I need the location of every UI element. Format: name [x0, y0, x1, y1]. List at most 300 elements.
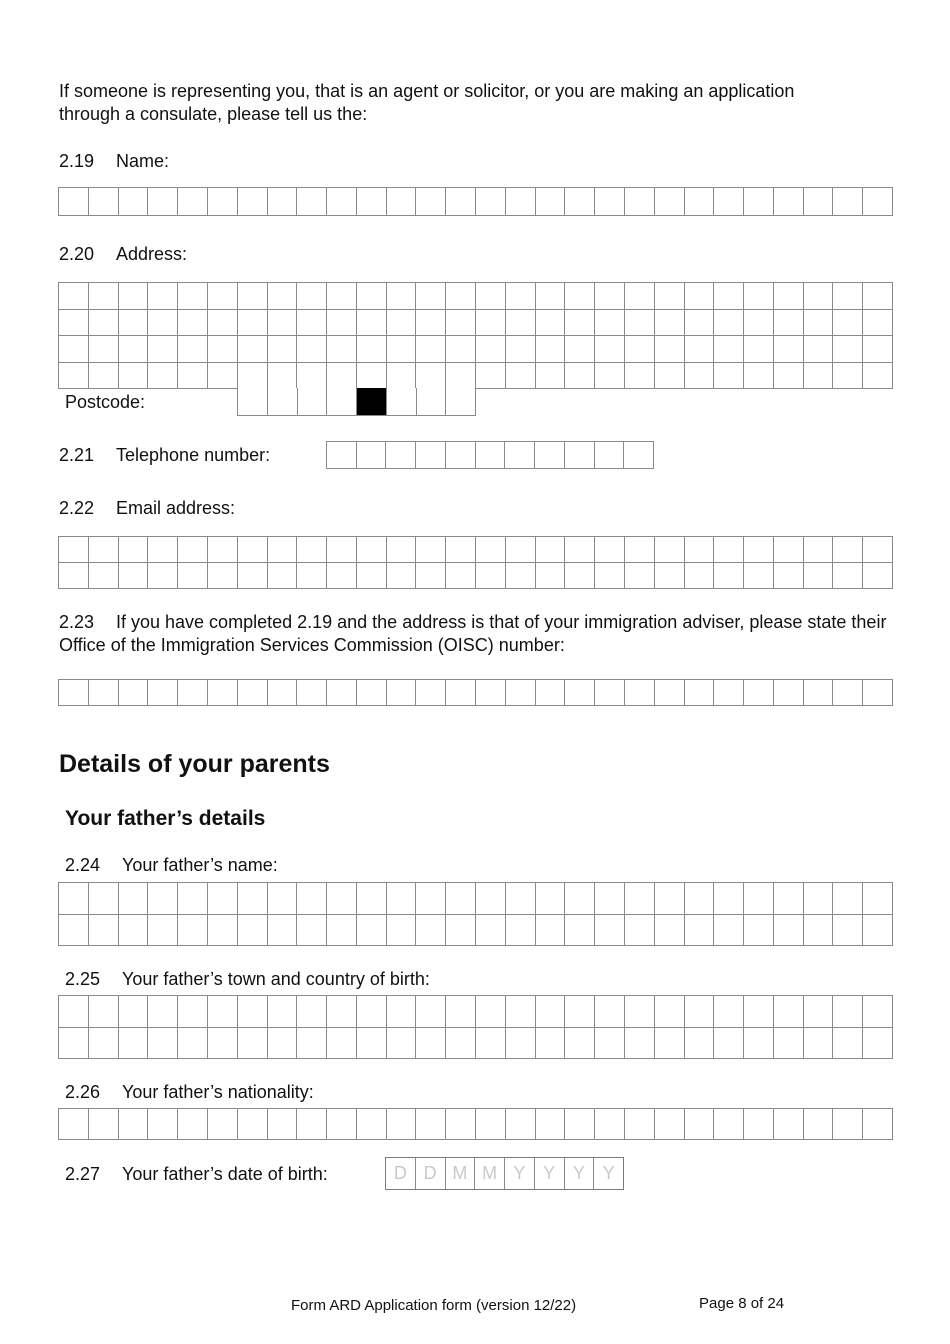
- father-birthplace-input-box[interactable]: [208, 996, 238, 1028]
- email-input-box[interactable]: [536, 563, 566, 589]
- father-birthplace-input-box[interactable]: [774, 1028, 804, 1060]
- father-birthplace-input-box[interactable]: [297, 1028, 327, 1060]
- address-input-box[interactable]: [268, 363, 298, 390]
- father-name-input-box[interactable]: [416, 915, 446, 947]
- father-name-input-box[interactable]: [297, 883, 327, 915]
- address-input-box[interactable]: [327, 283, 357, 310]
- postcode-input-box[interactable]: [387, 388, 417, 416]
- father-birthplace-input-box[interactable]: [387, 1028, 417, 1060]
- address-input-box[interactable]: [416, 336, 446, 363]
- dob-year-4[interactable]: Y: [594, 1158, 624, 1189]
- email-input-box[interactable]: [387, 563, 417, 589]
- father-birthplace-input-box[interactable]: [59, 1028, 89, 1060]
- father-nationality-input-box[interactable]: [148, 1109, 178, 1140]
- father-birthplace-input-box[interactable]: [89, 1028, 119, 1060]
- father-name-input-box[interactable]: [297, 915, 327, 947]
- address-input-box[interactable]: [268, 310, 298, 337]
- father-birthplace-input-box[interactable]: [119, 1028, 149, 1060]
- father-name-input-box[interactable]: [625, 915, 655, 947]
- name-input-box[interactable]: [595, 188, 625, 216]
- father-name-input-box[interactable]: [714, 915, 744, 947]
- father-name-input-box[interactable]: [655, 883, 685, 915]
- email-input-box[interactable]: [625, 563, 655, 589]
- father-nationality-input-box[interactable]: [506, 1109, 536, 1140]
- oisc-input-box[interactable]: [238, 680, 268, 706]
- father-birthplace-input-box[interactable]: [59, 996, 89, 1028]
- name-input-box[interactable]: [119, 188, 149, 216]
- address-input-box[interactable]: [148, 310, 178, 337]
- father-name-input-box[interactable]: [238, 883, 268, 915]
- telephone-input-box[interactable]: [535, 442, 565, 469]
- postcode-input-box[interactable]: [446, 388, 476, 416]
- email-input-box[interactable]: [387, 537, 417, 563]
- dob-month-2[interactable]: M: [475, 1158, 505, 1189]
- address-input-box[interactable]: [565, 310, 595, 337]
- address-input-box[interactable]: [59, 283, 89, 310]
- father-name-input-box[interactable]: [536, 883, 566, 915]
- father-birthplace-input-box[interactable]: [685, 1028, 715, 1060]
- father-name-input-box[interactable]: [744, 883, 774, 915]
- address-input-box[interactable]: [476, 283, 506, 310]
- father-birthplace-input-box[interactable]: [565, 996, 595, 1028]
- address-input-box[interactable]: [148, 283, 178, 310]
- email-input-grid[interactable]: [58, 536, 893, 589]
- address-input-box[interactable]: [208, 336, 238, 363]
- father-birthplace-input-box[interactable]: [178, 996, 208, 1028]
- address-input-box[interactable]: [89, 336, 119, 363]
- address-input-box[interactable]: [536, 283, 566, 310]
- name-input-box[interactable]: [744, 188, 774, 216]
- email-input-box[interactable]: [178, 537, 208, 563]
- father-name-input-box[interactable]: [625, 883, 655, 915]
- email-input-box[interactable]: [268, 537, 298, 563]
- name-input-box[interactable]: [804, 188, 834, 216]
- email-input-box[interactable]: [863, 563, 893, 589]
- father-name-input-box[interactable]: [804, 915, 834, 947]
- father-birthplace-input-box[interactable]: [774, 996, 804, 1028]
- address-input-box[interactable]: [387, 336, 417, 363]
- address-input-box[interactable]: [565, 336, 595, 363]
- name-input-box[interactable]: [476, 188, 506, 216]
- address-input-box[interactable]: [327, 336, 357, 363]
- email-input-box[interactable]: [208, 563, 238, 589]
- father-birthplace-input-box[interactable]: [595, 1028, 625, 1060]
- address-input-box[interactable]: [744, 283, 774, 310]
- father-birthplace-input-grid[interactable]: [58, 995, 893, 1059]
- father-name-input-box[interactable]: [536, 915, 566, 947]
- postcode-input-box[interactable]: [268, 388, 298, 416]
- father-nationality-input-box[interactable]: [327, 1109, 357, 1140]
- address-input-box[interactable]: [744, 363, 774, 390]
- father-name-input-box[interactable]: [804, 883, 834, 915]
- father-nationality-input-box[interactable]: [416, 1109, 446, 1140]
- address-input-box[interactable]: [297, 336, 327, 363]
- name-input-box[interactable]: [59, 188, 89, 216]
- oisc-input-box[interactable]: [804, 680, 834, 706]
- father-nationality-input-box[interactable]: [833, 1109, 863, 1140]
- oisc-input-box[interactable]: [59, 680, 89, 706]
- father-nationality-input-box[interactable]: [625, 1109, 655, 1140]
- address-input-box[interactable]: [119, 310, 149, 337]
- father-birthplace-input-box[interactable]: [148, 1028, 178, 1060]
- address-input-box[interactable]: [565, 363, 595, 390]
- father-name-input-box[interactable]: [119, 915, 149, 947]
- email-input-box[interactable]: [565, 537, 595, 563]
- email-input-box[interactable]: [297, 537, 327, 563]
- address-input-box[interactable]: [833, 363, 863, 390]
- father-nationality-input-box[interactable]: [655, 1109, 685, 1140]
- father-nationality-input-box[interactable]: [804, 1109, 834, 1140]
- telephone-input-box[interactable]: [565, 442, 595, 469]
- father-nationality-input-box[interactable]: [536, 1109, 566, 1140]
- father-birthplace-input-box[interactable]: [685, 996, 715, 1028]
- father-name-input-box[interactable]: [774, 883, 804, 915]
- oisc-input-box[interactable]: [774, 680, 804, 706]
- father-name-input-box[interactable]: [178, 915, 208, 947]
- name-input-box[interactable]: [238, 188, 268, 216]
- father-birthplace-input-box[interactable]: [268, 996, 298, 1028]
- name-input-box[interactable]: [357, 188, 387, 216]
- oisc-input-box[interactable]: [625, 680, 655, 706]
- father-birthplace-input-box[interactable]: [268, 1028, 298, 1060]
- name-input-box[interactable]: [655, 188, 685, 216]
- father-name-input-box[interactable]: [446, 883, 476, 915]
- father-birthplace-input-box[interactable]: [744, 996, 774, 1028]
- father-name-input-box[interactable]: [387, 915, 417, 947]
- father-name-input-box[interactable]: [506, 883, 536, 915]
- address-input-box[interactable]: [804, 363, 834, 390]
- oisc-input-box[interactable]: [833, 680, 863, 706]
- address-input-box[interactable]: [774, 283, 804, 310]
- father-birthplace-input-box[interactable]: [625, 1028, 655, 1060]
- oisc-input-box[interactable]: [416, 680, 446, 706]
- father-birthplace-input-box[interactable]: [297, 996, 327, 1028]
- address-input-box[interactable]: [506, 336, 536, 363]
- email-input-box[interactable]: [59, 537, 89, 563]
- email-input-box[interactable]: [744, 563, 774, 589]
- father-birthplace-input-box[interactable]: [148, 996, 178, 1028]
- address-input-box[interactable]: [833, 310, 863, 337]
- father-name-input-box[interactable]: [714, 883, 744, 915]
- email-input-box[interactable]: [148, 563, 178, 589]
- father-birthplace-input-box[interactable]: [506, 996, 536, 1028]
- address-input-box[interactable]: [476, 336, 506, 363]
- oisc-input-box[interactable]: [536, 680, 566, 706]
- address-input-box[interactable]: [178, 336, 208, 363]
- address-input-box[interactable]: [863, 310, 893, 337]
- father-name-input-box[interactable]: [327, 883, 357, 915]
- address-input-box[interactable]: [446, 363, 476, 390]
- address-input-box[interactable]: [714, 336, 744, 363]
- email-input-box[interactable]: [238, 563, 268, 589]
- father-birthplace-input-box[interactable]: [744, 1028, 774, 1060]
- address-input-box[interactable]: [863, 336, 893, 363]
- father-name-input-box[interactable]: [863, 883, 893, 915]
- address-input-box[interactable]: [506, 363, 536, 390]
- address-input-box[interactable]: [89, 363, 119, 390]
- father-birthplace-input-box[interactable]: [208, 1028, 238, 1060]
- email-input-box[interactable]: [119, 537, 149, 563]
- father-name-input-box[interactable]: [833, 915, 863, 947]
- telephone-input-box[interactable]: [446, 442, 476, 469]
- father-birthplace-input-box[interactable]: [804, 996, 834, 1028]
- oisc-input-box[interactable]: [595, 680, 625, 706]
- address-input-box[interactable]: [685, 363, 715, 390]
- father-name-input-box[interactable]: [89, 883, 119, 915]
- address-input-box[interactable]: [774, 336, 804, 363]
- telephone-input-grid[interactable]: [326, 441, 654, 469]
- email-input-box[interactable]: [416, 537, 446, 563]
- oisc-input-grid[interactable]: [58, 679, 893, 706]
- email-input-box[interactable]: [178, 563, 208, 589]
- father-name-input-box[interactable]: [357, 883, 387, 915]
- father-birthplace-input-box[interactable]: [89, 996, 119, 1028]
- email-input-box[interactable]: [446, 537, 476, 563]
- address-input-box[interactable]: [863, 363, 893, 390]
- address-input-box[interactable]: [536, 336, 566, 363]
- address-input-box[interactable]: [595, 336, 625, 363]
- father-name-input-box[interactable]: [416, 883, 446, 915]
- postcode-input-box[interactable]: [357, 388, 387, 416]
- email-input-box[interactable]: [655, 563, 685, 589]
- address-input-box[interactable]: [178, 310, 208, 337]
- address-input-box[interactable]: [744, 310, 774, 337]
- address-input-box[interactable]: [804, 336, 834, 363]
- oisc-input-box[interactable]: [476, 680, 506, 706]
- email-input-box[interactable]: [476, 537, 506, 563]
- address-input-box[interactable]: [178, 363, 208, 390]
- father-name-input-box[interactable]: [446, 915, 476, 947]
- father-birthplace-input-box[interactable]: [655, 1028, 685, 1060]
- oisc-input-box[interactable]: [357, 680, 387, 706]
- address-input-box[interactable]: [416, 363, 446, 390]
- email-input-box[interactable]: [744, 537, 774, 563]
- father-birthplace-input-box[interactable]: [238, 1028, 268, 1060]
- father-birthplace-input-box[interactable]: [119, 996, 149, 1028]
- email-input-box[interactable]: [89, 563, 119, 589]
- address-input-box[interactable]: [655, 310, 685, 337]
- address-input-box[interactable]: [714, 363, 744, 390]
- name-input-box[interactable]: [89, 188, 119, 216]
- father-birthplace-input-box[interactable]: [476, 1028, 506, 1060]
- father-birthplace-input-box[interactable]: [357, 996, 387, 1028]
- address-input-box[interactable]: [744, 336, 774, 363]
- father-birthplace-input-box[interactable]: [446, 996, 476, 1028]
- address-input-box[interactable]: [208, 283, 238, 310]
- father-name-input-box[interactable]: [357, 915, 387, 947]
- address-input-box[interactable]: [297, 283, 327, 310]
- father-name-input-box[interactable]: [89, 915, 119, 947]
- address-input-box[interactable]: [655, 363, 685, 390]
- address-input-box[interactable]: [148, 363, 178, 390]
- father-name-input-box[interactable]: [565, 915, 595, 947]
- oisc-input-box[interactable]: [297, 680, 327, 706]
- name-input-box[interactable]: [536, 188, 566, 216]
- oisc-input-box[interactable]: [565, 680, 595, 706]
- father-name-input-box[interactable]: [148, 883, 178, 915]
- father-nationality-input-box[interactable]: [685, 1109, 715, 1140]
- name-input-box[interactable]: [863, 188, 893, 216]
- father-birthplace-input-box[interactable]: [625, 996, 655, 1028]
- father-nationality-input-box[interactable]: [863, 1109, 893, 1140]
- address-input-box[interactable]: [595, 310, 625, 337]
- postcode-input-box[interactable]: [417, 388, 447, 416]
- oisc-input-box[interactable]: [89, 680, 119, 706]
- name-input-box[interactable]: [625, 188, 655, 216]
- address-input-box[interactable]: [833, 283, 863, 310]
- address-input-box[interactable]: [119, 363, 149, 390]
- email-input-box[interactable]: [59, 563, 89, 589]
- email-input-box[interactable]: [863, 537, 893, 563]
- email-input-box[interactable]: [536, 537, 566, 563]
- father-birthplace-input-box[interactable]: [804, 1028, 834, 1060]
- father-nationality-input-box[interactable]: [89, 1109, 119, 1140]
- dob-year-1[interactable]: Y: [505, 1158, 535, 1189]
- father-birthplace-input-box[interactable]: [238, 996, 268, 1028]
- email-input-box[interactable]: [804, 537, 834, 563]
- father-nationality-input-box[interactable]: [297, 1109, 327, 1140]
- email-input-box[interactable]: [416, 563, 446, 589]
- name-input-box[interactable]: [297, 188, 327, 216]
- email-input-box[interactable]: [804, 563, 834, 589]
- name-input-box[interactable]: [148, 188, 178, 216]
- address-input-box[interactable]: [625, 310, 655, 337]
- address-input-box[interactable]: [178, 283, 208, 310]
- father-birthplace-input-box[interactable]: [357, 1028, 387, 1060]
- address-input-box[interactable]: [536, 310, 566, 337]
- address-input-box[interactable]: [685, 283, 715, 310]
- father-birthplace-input-box[interactable]: [863, 996, 893, 1028]
- father-name-input-box[interactable]: [238, 915, 268, 947]
- father-name-input-box[interactable]: [119, 883, 149, 915]
- address-input-box[interactable]: [268, 283, 298, 310]
- father-nationality-input-box[interactable]: [59, 1109, 89, 1140]
- father-name-input-box[interactable]: [178, 883, 208, 915]
- address-input-grid[interactable]: [58, 282, 893, 389]
- email-input-box[interactable]: [685, 563, 715, 589]
- name-input-box[interactable]: [774, 188, 804, 216]
- email-input-box[interactable]: [655, 537, 685, 563]
- address-input-box[interactable]: [714, 310, 744, 337]
- father-name-input-box[interactable]: [268, 883, 298, 915]
- telephone-input-box[interactable]: [327, 442, 357, 469]
- email-input-box[interactable]: [595, 537, 625, 563]
- address-input-box[interactable]: [357, 283, 387, 310]
- father-name-input-grid[interactable]: [58, 882, 893, 946]
- father-birthplace-input-box[interactable]: [863, 1028, 893, 1060]
- address-input-box[interactable]: [238, 310, 268, 337]
- postcode-input-grid[interactable]: [237, 388, 476, 416]
- father-birthplace-input-box[interactable]: [536, 1028, 566, 1060]
- father-birthplace-input-box[interactable]: [446, 1028, 476, 1060]
- address-input-box[interactable]: [387, 363, 417, 390]
- email-input-box[interactable]: [89, 537, 119, 563]
- email-input-box[interactable]: [595, 563, 625, 589]
- email-input-box[interactable]: [714, 537, 744, 563]
- name-input-box[interactable]: [268, 188, 298, 216]
- address-input-box[interactable]: [119, 336, 149, 363]
- father-name-input-box[interactable]: [833, 883, 863, 915]
- father-name-input-box[interactable]: [863, 915, 893, 947]
- father-nationality-input-box[interactable]: [774, 1109, 804, 1140]
- father-nationality-input-box[interactable]: [565, 1109, 595, 1140]
- dob-day-2[interactable]: D: [416, 1158, 446, 1189]
- dob-year-2[interactable]: Y: [535, 1158, 565, 1189]
- email-input-box[interactable]: [446, 563, 476, 589]
- address-input-box[interactable]: [297, 363, 327, 390]
- telephone-input-box[interactable]: [595, 442, 625, 469]
- address-input-box[interactable]: [59, 363, 89, 390]
- email-input-box[interactable]: [148, 537, 178, 563]
- address-input-box[interactable]: [416, 283, 446, 310]
- father-nationality-input-box[interactable]: [595, 1109, 625, 1140]
- name-input-box[interactable]: [178, 188, 208, 216]
- father-nationality-input-box[interactable]: [357, 1109, 387, 1140]
- father-name-input-box[interactable]: [59, 915, 89, 947]
- address-input-box[interactable]: [327, 363, 357, 390]
- father-name-input-box[interactable]: [476, 915, 506, 947]
- address-input-box[interactable]: [148, 336, 178, 363]
- father-birthplace-input-box[interactable]: [565, 1028, 595, 1060]
- address-input-box[interactable]: [238, 336, 268, 363]
- address-input-box[interactable]: [625, 283, 655, 310]
- address-input-box[interactable]: [506, 283, 536, 310]
- email-input-box[interactable]: [357, 563, 387, 589]
- address-input-box[interactable]: [446, 336, 476, 363]
- name-input-box[interactable]: [416, 188, 446, 216]
- father-birthplace-input-box[interactable]: [714, 1028, 744, 1060]
- name-input-box[interactable]: [714, 188, 744, 216]
- address-input-box[interactable]: [89, 310, 119, 337]
- father-nationality-input-box[interactable]: [714, 1109, 744, 1140]
- father-nationality-input-box[interactable]: [387, 1109, 417, 1140]
- father-birthplace-input-box[interactable]: [327, 1028, 357, 1060]
- email-input-box[interactable]: [833, 563, 863, 589]
- email-input-box[interactable]: [774, 537, 804, 563]
- father-name-input-box[interactable]: [506, 915, 536, 947]
- oisc-input-box[interactable]: [744, 680, 774, 706]
- email-input-box[interactable]: [327, 537, 357, 563]
- father-name-input-box[interactable]: [655, 915, 685, 947]
- father-nationality-input-box[interactable]: [238, 1109, 268, 1140]
- oisc-input-box[interactable]: [148, 680, 178, 706]
- father-name-input-box[interactable]: [685, 915, 715, 947]
- father-name-input-box[interactable]: [208, 883, 238, 915]
- email-input-box[interactable]: [119, 563, 149, 589]
- address-input-box[interactable]: [774, 363, 804, 390]
- address-input-box[interactable]: [625, 336, 655, 363]
- father-nationality-input-grid[interactable]: [58, 1108, 893, 1140]
- address-input-box[interactable]: [565, 283, 595, 310]
- father-name-input-box[interactable]: [595, 883, 625, 915]
- name-input-box[interactable]: [506, 188, 536, 216]
- father-nationality-input-box[interactable]: [119, 1109, 149, 1140]
- email-input-box[interactable]: [625, 537, 655, 563]
- address-input-box[interactable]: [446, 310, 476, 337]
- address-input-box[interactable]: [476, 363, 506, 390]
- father-name-input-box[interactable]: [565, 883, 595, 915]
- address-input-box[interactable]: [833, 336, 863, 363]
- address-input-box[interactable]: [238, 363, 268, 390]
- address-input-box[interactable]: [208, 310, 238, 337]
- name-input-box[interactable]: [327, 188, 357, 216]
- oisc-input-box[interactable]: [178, 680, 208, 706]
- father-birthplace-input-box[interactable]: [655, 996, 685, 1028]
- email-input-box[interactable]: [268, 563, 298, 589]
- address-input-box[interactable]: [387, 310, 417, 337]
- oisc-input-box[interactable]: [506, 680, 536, 706]
- father-name-input-box[interactable]: [387, 883, 417, 915]
